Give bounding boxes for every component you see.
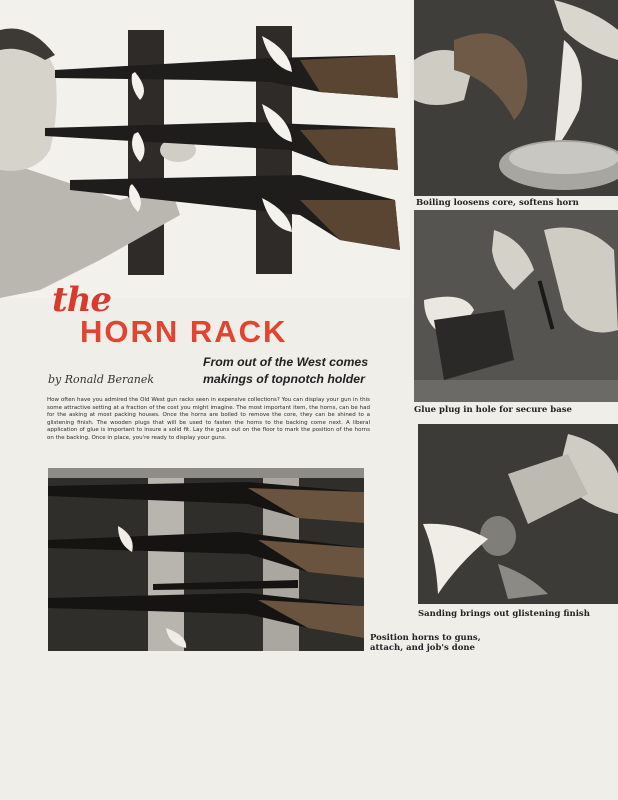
caption-position-line-1: Position horns to guns, [370, 633, 481, 643]
photo-boiling-horn [414, 0, 618, 196]
photo-sanding-horn [418, 424, 618, 604]
caption-boiling: Boiling loosens core, softens horn [416, 198, 579, 208]
photo-guns-on-floor [48, 468, 364, 651]
subtitle: From out of the West comes makings of topnotch holder [203, 355, 369, 386]
article-body: How often have you admired the Old West gun racks seen in expensive collections? You can display your gun in this some attractive setting at a fraction of the cost you might imagine. The most important item, the horns, can be had for the asking at most packing houses. Once the horns are boiled to remove the core, they can be shined to a glistening finish. The wooden plugs that will be used to fasten the horns to the backing come next. A liberal application of glue is important to insure a solid fit. Lay the guns out on the floor to mark the position of the horns on the backing. Once in place, you're ready to display your guns. [47, 397, 370, 441]
hero-photo-gun-rack [0, 0, 410, 298]
caption-glue-plug: Glue plug in hole for secure base [414, 405, 572, 415]
title-prefix: the [52, 280, 112, 320]
byline: by Ronald Beranek [48, 373, 155, 386]
page-title: HORN RACK [80, 314, 288, 349]
caption-sanding: Sanding brings out glistening finish [418, 609, 590, 619]
photo-glue-plug [414, 210, 618, 402]
caption-position-line-2: attach, and job's done [370, 643, 475, 653]
